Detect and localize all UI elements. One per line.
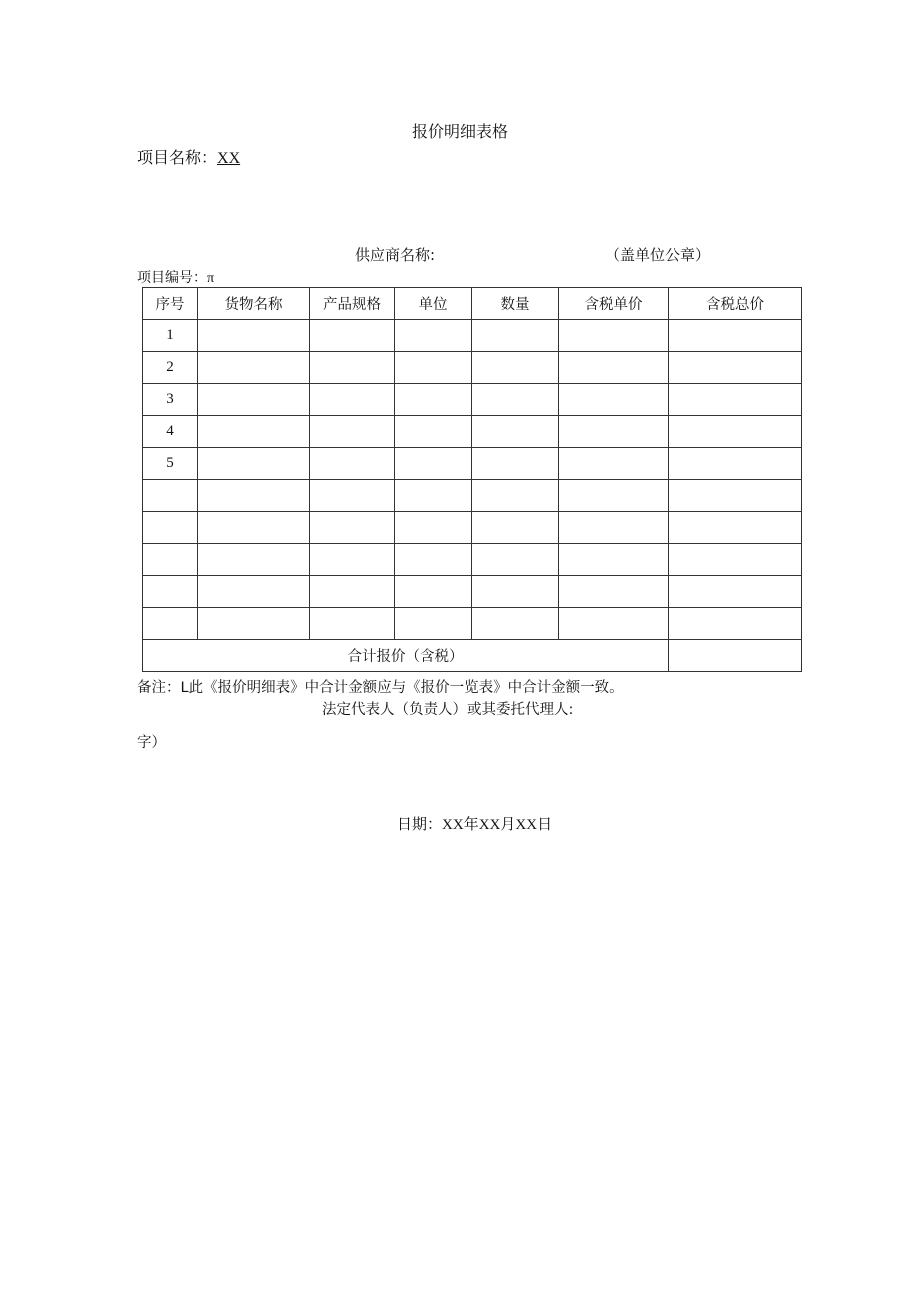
cell-total-price (669, 320, 802, 352)
cell-unit-price (559, 544, 669, 576)
header-unit: 单位 (395, 288, 472, 320)
project-name-value: XX (217, 150, 241, 167)
table-row (143, 320, 802, 352)
cell-unit-price (559, 416, 669, 448)
cell-index: 1 (143, 320, 198, 352)
cell-unit (395, 512, 472, 544)
table-row (143, 576, 802, 608)
cell-total-price (669, 416, 802, 448)
cell-unit-price (559, 320, 669, 352)
total-row (143, 640, 802, 672)
cell-index: 2 (143, 352, 198, 384)
project-name (137, 145, 240, 168)
cell-unit (395, 416, 472, 448)
cell-quantity (472, 544, 559, 576)
cell-goods-name (198, 384, 310, 416)
cell-unit-price (559, 384, 669, 416)
cell-goods-name (198, 608, 310, 640)
cell-goods-name (198, 320, 310, 352)
cell-quantity (472, 512, 559, 544)
table-row (143, 544, 802, 576)
cell-unit (395, 320, 472, 352)
date-year: XX (442, 817, 464, 833)
table-row (143, 384, 802, 416)
header-spec: 产品规格 (310, 288, 395, 320)
cell-total-price (669, 448, 802, 480)
cell-unit (395, 480, 472, 512)
header-quantity: 数量 (472, 288, 559, 320)
project-code-value: π (207, 271, 215, 286)
cell-quantity (472, 416, 559, 448)
cell-index (143, 544, 198, 576)
header-total-price: 含税总价 (669, 288, 802, 320)
date-day: XX (515, 817, 538, 833)
cell-unit (395, 608, 472, 640)
cell-goods-name (198, 544, 310, 576)
signature-note: 字） (137, 735, 166, 751)
table-row (143, 352, 802, 384)
legal-representative: 法定代表人（负责人）或其委托代理人: (322, 702, 574, 718)
cell-index (143, 512, 198, 544)
cell-total-price (669, 512, 802, 544)
cell-unit (395, 352, 472, 384)
project-code (137, 267, 214, 287)
date-month: XX (478, 817, 501, 833)
cell-spec (310, 352, 395, 384)
cell-unit-price (559, 448, 669, 480)
project-code-label: 项目编号： (137, 270, 207, 286)
cell-quantity (472, 448, 559, 480)
cell-spec (310, 448, 395, 480)
cell-quantity (472, 384, 559, 416)
cell-spec (310, 320, 395, 352)
cell-total-price (669, 384, 802, 416)
project-name-label: 项目名称： (137, 148, 218, 167)
seal-note: （盖单位公章） (605, 246, 711, 264)
cell-index (143, 608, 198, 640)
day-char: 日 (537, 815, 553, 833)
quote-table (142, 287, 802, 672)
cell-total-price (669, 544, 802, 576)
table-row (143, 608, 802, 640)
total-label: 合计报价（含税） (143, 640, 669, 672)
cell-quantity (472, 352, 559, 384)
cell-unit-price (559, 608, 669, 640)
cell-quantity (472, 576, 559, 608)
cell-total-price (669, 608, 802, 640)
cell-spec (310, 608, 395, 640)
month-char: 月 (500, 815, 516, 833)
header-index: 序号 (143, 288, 198, 320)
cell-unit-price (559, 352, 669, 384)
cell-spec (310, 480, 395, 512)
date-label: 日期： (397, 815, 443, 833)
document-title: 报价明细表格 (411, 122, 508, 141)
cell-index: 3 (143, 384, 198, 416)
table-header-row (143, 288, 802, 320)
header-goods-name: 货物名称 (198, 288, 310, 320)
cell-spec (310, 576, 395, 608)
table-row (143, 416, 802, 448)
year-char: 年 (463, 815, 479, 833)
cell-spec (310, 384, 395, 416)
cell-goods-name (198, 448, 310, 480)
cell-quantity (472, 320, 559, 352)
cell-unit (395, 384, 472, 416)
cell-goods-name (198, 576, 310, 608)
supplier-label: 供应商名称: (355, 246, 436, 264)
cell-unit-price (559, 576, 669, 608)
remark-note: 备注：L此《报价明细表》中合计金额应与《报价一览表》中合计金额一致。 (137, 680, 624, 696)
total-value-cell (669, 640, 802, 672)
header-unit-price: 含税单价 (559, 288, 669, 320)
cell-index: 4 (143, 416, 198, 448)
cell-unit (395, 544, 472, 576)
cell-quantity (472, 480, 559, 512)
cell-unit-price (559, 480, 669, 512)
table-row (143, 448, 802, 480)
cell-goods-name (198, 480, 310, 512)
cell-unit-price (559, 512, 669, 544)
table-row (143, 480, 802, 512)
cell-index (143, 480, 198, 512)
cell-spec (310, 512, 395, 544)
cell-unit (395, 448, 472, 480)
cell-spec (310, 544, 395, 576)
date-line (397, 813, 552, 834)
cell-total-price (669, 576, 802, 608)
table-row (143, 512, 802, 544)
cell-goods-name (198, 512, 310, 544)
cell-total-price (669, 352, 802, 384)
cell-spec (310, 416, 395, 448)
cell-total-price (669, 480, 802, 512)
cell-index: 5 (143, 448, 198, 480)
cell-goods-name (198, 416, 310, 448)
cell-quantity (472, 608, 559, 640)
cell-goods-name (198, 352, 310, 384)
cell-unit (395, 576, 472, 608)
cell-index (143, 576, 198, 608)
